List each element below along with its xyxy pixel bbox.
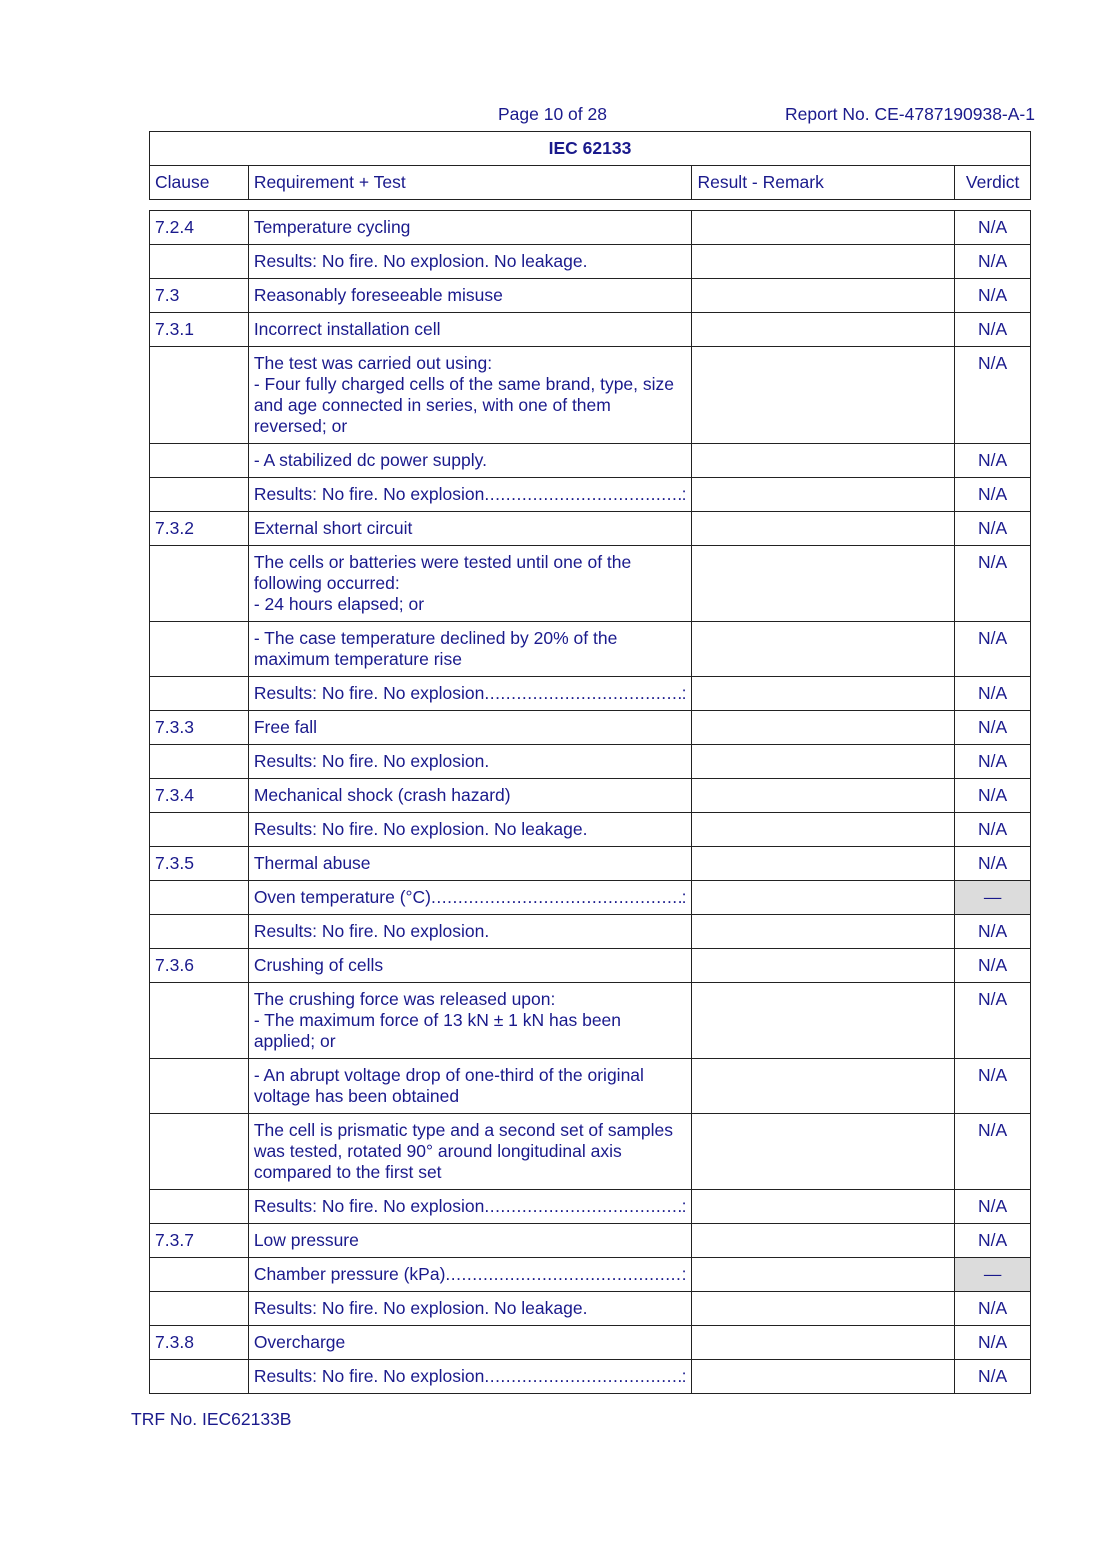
table-row — [150, 512, 1031, 546]
result-cell — [692, 313, 955, 347]
leader-colon: : — [681, 683, 687, 703]
verdict-cell: N/A — [955, 478, 1031, 512]
clause-cell: 7.3.1 — [150, 313, 249, 347]
table-row — [150, 211, 1031, 245]
verdict-cell: N/A — [955, 1292, 1031, 1326]
requirement-leader-line — [254, 683, 687, 704]
table-row — [150, 1224, 1031, 1258]
table-row — [150, 245, 1031, 279]
verdict-cell: N/A — [955, 313, 1031, 347]
result-cell — [692, 622, 955, 677]
leader-dots — [484, 1196, 681, 1217]
verdict-cell: N/A — [955, 1360, 1031, 1394]
clause-cell — [150, 881, 249, 915]
verdict-cell: N/A — [955, 622, 1031, 677]
verdict-cell: N/A — [955, 444, 1031, 478]
table-row — [150, 983, 1031, 1059]
result-cell — [692, 478, 955, 512]
verdict-cell: N/A — [955, 847, 1031, 881]
table-row — [150, 1059, 1031, 1114]
requirements-table — [149, 210, 1031, 1394]
clause-cell: 7.3.5 — [150, 847, 249, 881]
clause-cell — [150, 745, 249, 779]
table-row — [150, 745, 1031, 779]
clause-cell — [150, 245, 249, 279]
requirement-cell: Reasonably foreseeable misuse — [248, 279, 692, 313]
trf-number: TRF No. IEC62133B — [131, 1409, 292, 1429]
verdict-cell: N/A — [955, 949, 1031, 983]
leader-dots — [484, 1366, 681, 1387]
requirement-cell: Free fall — [248, 711, 692, 745]
requirement-text: Results: No fire. No explosion — [253, 1196, 485, 1216]
verdict-cell: N/A — [955, 279, 1031, 313]
verdict-cell: N/A — [955, 745, 1031, 779]
verdict-cell: N/A — [955, 983, 1031, 1059]
requirement-text: Oven temperature (°C) — [253, 887, 432, 907]
table-row — [150, 677, 1031, 711]
requirement-cell — [248, 677, 692, 711]
requirement-cell: Results: No fire. No explosion. No leakage. — [248, 245, 692, 279]
clause-cell — [150, 1059, 249, 1114]
verdict-cell: N/A — [955, 1224, 1031, 1258]
result-cell — [692, 211, 955, 245]
result-cell — [692, 949, 955, 983]
clause-cell: 7.3.4 — [150, 779, 249, 813]
clause-cell: 7.3.8 — [150, 1326, 249, 1360]
table-row — [150, 915, 1031, 949]
verdict-cell: — — [955, 1258, 1031, 1292]
result-cell — [692, 1292, 955, 1326]
clause-cell: 7.3.6 — [150, 949, 249, 983]
leader-colon: : — [681, 484, 687, 504]
verdict-cell: N/A — [955, 1326, 1031, 1360]
table-row — [150, 847, 1031, 881]
result-cell — [692, 1360, 955, 1394]
requirement-cell: The cells or batteries were tested until one of the following occurred: - 24 hours elapsed; or — [248, 546, 692, 622]
leader-dots — [484, 683, 681, 704]
requirement-cell — [248, 881, 692, 915]
report-number: Report No. CE-4787190938-A-1 — [784, 104, 1035, 124]
verdict-cell: — — [955, 881, 1031, 915]
verdict-cell: N/A — [955, 347, 1031, 444]
verdict-cell: N/A — [955, 915, 1031, 949]
column-header-requirement: Requirement + Test — [248, 166, 692, 200]
table-row — [150, 949, 1031, 983]
requirement-cell: The test was carried out using: - Four fully charged cells of the same brand, type, size and age connected in series, with one of them reversed; or — [248, 347, 692, 444]
requirement-text: Results: No fire. No explosion — [253, 484, 485, 504]
clause-cell — [150, 478, 249, 512]
verdict-cell: N/A — [955, 211, 1031, 245]
requirement-cell: Results: No fire. No explosion. — [248, 915, 692, 949]
leader-colon: : — [681, 887, 687, 907]
result-cell — [692, 813, 955, 847]
table-row — [150, 1190, 1031, 1224]
requirement-cell: The crushing force was released upon: - The maximum force of 13 kN ± 1 kN has been applied; or — [248, 983, 692, 1059]
clause-cell — [150, 1258, 249, 1292]
requirement-leader-line — [254, 887, 687, 908]
requirement-cell: Low pressure — [248, 1224, 692, 1258]
leader-colon: : — [681, 1264, 687, 1284]
requirement-cell: Incorrect installation cell — [248, 313, 692, 347]
requirement-cell — [248, 1258, 692, 1292]
requirement-cell: Results: No fire. No explosion. No leakage. — [248, 1292, 692, 1326]
table-header — [149, 131, 1031, 200]
requirement-cell: Crushing of cells — [248, 949, 692, 983]
requirement-cell: Temperature cycling — [248, 211, 692, 245]
table-row — [150, 1258, 1031, 1292]
table-row — [150, 1114, 1031, 1190]
table-row — [150, 1360, 1031, 1394]
clause-cell — [150, 444, 249, 478]
requirement-cell — [248, 1190, 692, 1224]
column-header-result: Result - Remark — [692, 166, 955, 200]
verdict-cell: N/A — [955, 677, 1031, 711]
clause-cell — [150, 983, 249, 1059]
page-number: Page 10 of 28 — [498, 104, 607, 124]
requirement-leader-line — [254, 1264, 687, 1285]
table-row — [150, 813, 1031, 847]
requirement-cell: Overcharge — [248, 1326, 692, 1360]
requirement-text: Results: No fire. No explosion — [253, 1366, 485, 1386]
table-row — [150, 347, 1031, 444]
clause-cell: 7.3.3 — [150, 711, 249, 745]
result-cell — [692, 279, 955, 313]
verdict-cell: N/A — [955, 779, 1031, 813]
requirement-cell: Mechanical shock (crash hazard) — [248, 779, 692, 813]
requirement-cell: The cell is prismatic type and a second set of samples was tested, rotated 90° around longitudinal axis compared to the first set — [248, 1114, 692, 1190]
verdict-cell: N/A — [955, 546, 1031, 622]
verdict-cell: N/A — [955, 1190, 1031, 1224]
clause-cell — [150, 1114, 249, 1190]
result-cell — [692, 881, 955, 915]
result-cell — [692, 546, 955, 622]
result-cell — [692, 1224, 955, 1258]
leader-dots — [445, 1264, 681, 1285]
table-row — [150, 622, 1031, 677]
verdict-cell: N/A — [955, 245, 1031, 279]
clause-cell: 7.3 — [150, 279, 249, 313]
requirement-cell: - A stabilized dc power supply. — [248, 444, 692, 478]
clause-cell — [150, 1292, 249, 1326]
clause-cell — [150, 677, 249, 711]
table-title: IEC 62133 — [150, 132, 1031, 166]
requirement-cell: Results: No fire. No explosion. — [248, 745, 692, 779]
requirement-cell: - The case temperature declined by 20% of the maximum temperature rise — [248, 622, 692, 677]
requirement-text: Chamber pressure (kPa) — [253, 1264, 446, 1284]
requirements-table-body — [150, 211, 1031, 1394]
result-cell — [692, 444, 955, 478]
requirement-leader-line — [254, 1196, 687, 1217]
clause-cell: 7.2.4 — [150, 211, 249, 245]
requirement-cell: Results: No fire. No explosion. No leakage. — [248, 813, 692, 847]
result-cell — [692, 711, 955, 745]
clause-cell — [150, 1190, 249, 1224]
requirement-text: Results: No fire. No explosion — [253, 683, 485, 703]
verdict-cell: N/A — [955, 813, 1031, 847]
clause-cell — [150, 813, 249, 847]
table-row — [150, 779, 1031, 813]
clause-cell — [150, 546, 249, 622]
result-cell — [692, 1326, 955, 1360]
leader-dots — [431, 887, 682, 908]
result-cell — [692, 512, 955, 546]
table-row — [150, 881, 1031, 915]
result-cell — [692, 1114, 955, 1190]
table-row — [150, 313, 1031, 347]
table-row — [150, 1292, 1031, 1326]
verdict-cell: N/A — [955, 1059, 1031, 1114]
result-cell — [692, 847, 955, 881]
clause-cell: 7.3.2 — [150, 512, 249, 546]
requirement-cell: Thermal abuse — [248, 847, 692, 881]
result-cell — [692, 1258, 955, 1292]
leader-colon: : — [681, 1366, 687, 1386]
leader-colon: : — [681, 1196, 687, 1216]
table-row — [150, 711, 1031, 745]
requirement-cell — [248, 478, 692, 512]
requirement-cell: - An abrupt voltage drop of one-third of the original voltage has been obtained — [248, 1059, 692, 1114]
clause-cell — [150, 347, 249, 444]
requirement-leader-line — [254, 1366, 687, 1387]
table-row — [150, 478, 1031, 512]
column-header-clause: Clause — [150, 166, 249, 200]
requirement-cell: External short circuit — [248, 512, 692, 546]
result-cell — [692, 1190, 955, 1224]
table-row — [150, 546, 1031, 622]
result-cell — [692, 779, 955, 813]
verdict-cell: N/A — [955, 1114, 1031, 1190]
table-row — [150, 444, 1031, 478]
column-header-verdict: Verdict — [955, 166, 1031, 200]
table-row — [150, 279, 1031, 313]
result-cell — [692, 983, 955, 1059]
result-cell — [692, 347, 955, 444]
result-cell — [692, 745, 955, 779]
result-cell — [692, 915, 955, 949]
clause-cell — [150, 622, 249, 677]
requirement-leader-line — [254, 484, 687, 505]
verdict-cell: N/A — [955, 512, 1031, 546]
requirement-cell — [248, 1360, 692, 1394]
clause-cell — [150, 915, 249, 949]
result-cell — [692, 1059, 955, 1114]
table-row — [150, 1326, 1031, 1360]
verdict-cell: N/A — [955, 711, 1031, 745]
leader-dots — [484, 484, 681, 505]
clause-cell — [150, 1360, 249, 1394]
result-cell — [692, 245, 955, 279]
result-cell — [692, 677, 955, 711]
clause-cell: 7.3.7 — [150, 1224, 249, 1258]
